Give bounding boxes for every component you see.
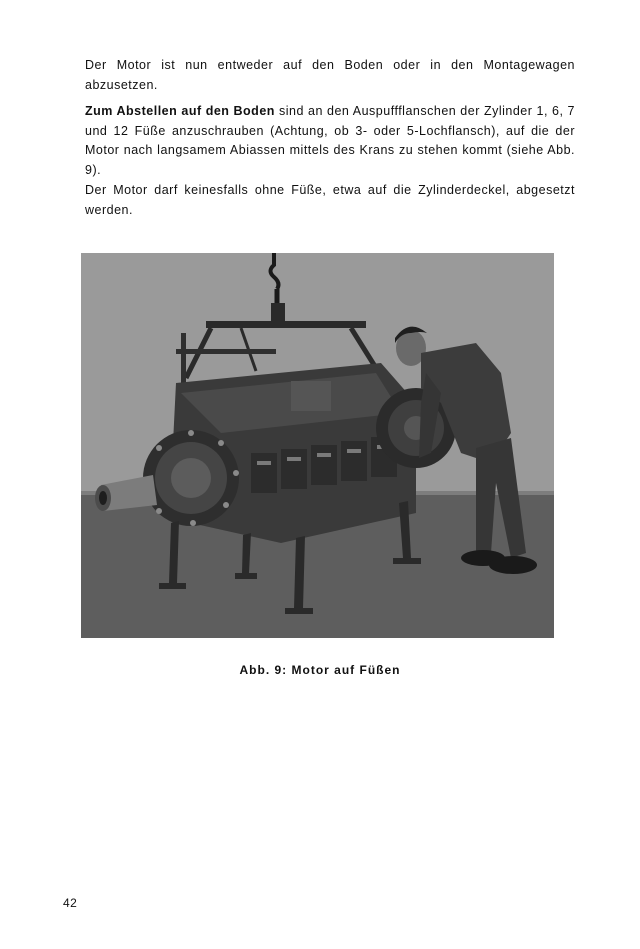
paragraph-floor-placement bbox=[85, 102, 575, 180]
paragraph-floor-placement-heading: Zum Abstellen auf den Boden bbox=[85, 104, 275, 118]
figure-caption: Abb. 9: Motor auf Füßen bbox=[239, 663, 401, 677]
paragraph-intro-text: Der Motor ist nun entweder auf den Boden oder in den Montagewagen abzusetzen. bbox=[85, 58, 575, 92]
page-number: 42 bbox=[63, 896, 78, 910]
paragraph-warning-text: Der Motor darf keinesfalls ohne Füße, etwa auf die Zylinderdeckel, abgesetzt werden. bbox=[85, 183, 575, 217]
paragraph-intro bbox=[85, 56, 575, 95]
engine-photo bbox=[81, 253, 554, 638]
paragraph-warning bbox=[85, 181, 575, 220]
paragraph-floor-placement-text: sind an den Auspuffflanschen der Zylinder 1, 6, 7 und 12 Füße anzuschrauben (Achtung, ob 3- oder 5-Lochflansch), auf die der Motor nach langsamem Abiassen mittels des Krans zu stehen kommt (siehe Abb. 9). bbox=[85, 104, 575, 177]
